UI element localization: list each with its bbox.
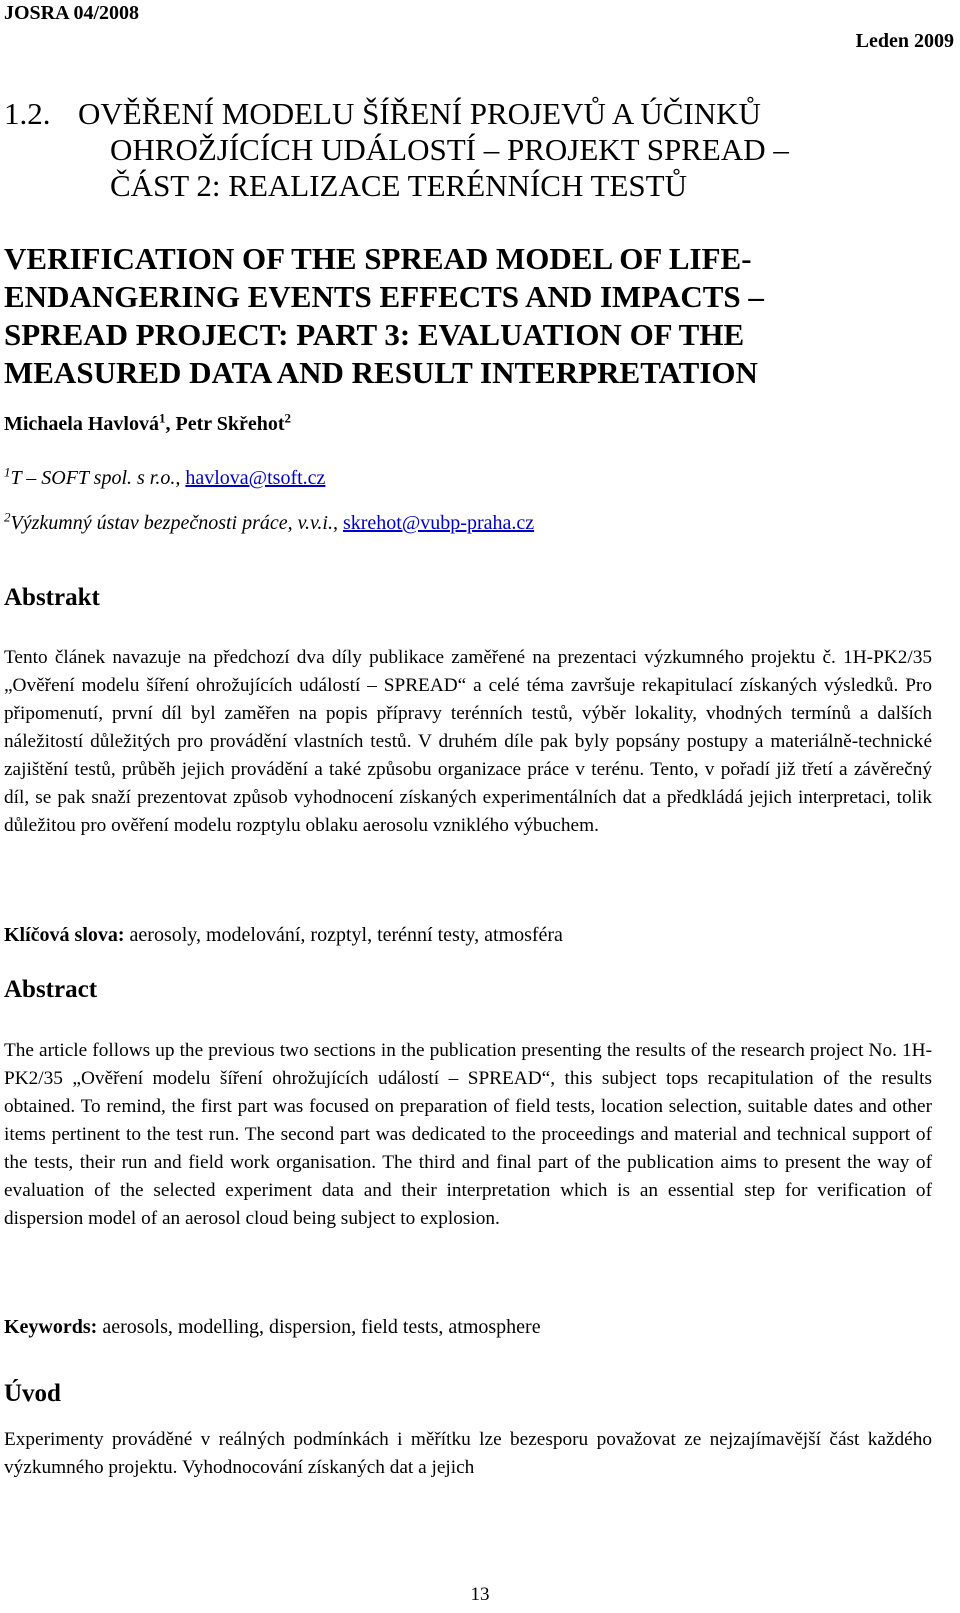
email-link[interactable]: skrehot@vubp-praha.cz (342, 512, 535, 534)
affiliation-marker: 1 (4, 464, 11, 480)
title-en-line-4: MEASURED DATA AND RESULT INTERPRETATION (4, 355, 758, 390)
author-separator: , (165, 413, 176, 435)
affiliation-2 (4, 509, 535, 535)
keywords-label: Klíčová slova: (4, 924, 125, 946)
affiliation-text: Výzkumný ústav bezpečnosti práce, v.v.i., (10, 512, 343, 534)
affiliation-marker: 2 (284, 410, 292, 426)
keywords-cz (4, 924, 563, 947)
affiliation-text: T – SOFT spol. s r.o., (10, 467, 186, 489)
abstract-heading: Abstract (4, 976, 98, 1003)
title-cz-line-3: ČÁST 2: REALIZACE TERÉNNÍCH TESTŮ (110, 168, 687, 203)
journal-header: JOSRA 04/2008 (4, 2, 140, 24)
affiliation-marker: 1 (158, 410, 166, 426)
keywords-list: aerosols, modelling, dispersion, field tests, atmosphere (97, 1316, 541, 1338)
affiliation-marker: 2 (4, 509, 11, 525)
keywords-list: aerosoly, modelování, rozptyl, terénní testy, atmosféra (124, 924, 563, 946)
section-number: 1.2. (4, 96, 51, 131)
title-en-line-3: SPREAD PROJECT: PART 3: EVALUATION OF THE (4, 317, 745, 352)
author-name: Petr Skřehot (175, 413, 285, 435)
keywords-label: Keywords: (4, 1316, 98, 1338)
abstract-text: The article follows up the previous two sections in the publication presenting the results of the research project No. 1H-PK2/35 „Ověření modelu šíření ohrožujících událostí – SPREAD“, this subject tops recapitulation of the results obtained. To remind, the first part was focused on preparation of field tests, location selection, suitable dates and other items pertinent to the test run. The second part was dedicated to the proceedings and material and technical support of the tests, their run and field work organisation. The third and final part of the publication aims to present the way of evaluation of the selected experiment data and their interpretation which is an essential step for verification of dispersion model of an aerosol cloud being subject to explosion. (4, 1040, 932, 1229)
title-czech (4, 96, 934, 204)
authors (4, 410, 292, 436)
title-english (4, 240, 934, 392)
title-en-line-1: VERIFICATION OF THE SPREAD MODEL OF LIFE- (4, 241, 752, 276)
email-link[interactable]: havlova@tsoft.cz (185, 467, 326, 489)
page-number: 13 (470, 1584, 490, 1605)
keywords-en (4, 1316, 541, 1339)
abstrakt-heading: Abstrakt (4, 584, 100, 611)
abstrakt-text: Tento článek navazuje na předchozí dva díly publikace zaměřené na prezentaci výzkumného projektu č. 1H-PK2/35 „Ověření modelu šíření ohrožujících událostí – SPREAD“ a celé téma završuje rekapitulací získaných výsledků. Pro připomenutí, první díl byl zaměřen na popis přípravy terénních testů, výběr lokality, vhodných termínů a dalších náležitostí důležitých pro provádění vlastních testů. V druhém díle pak byly popsány postupy a materiálně-technické zajištění testů, průběh jejich provádění a také způsobu organizace práce v terénu. Tento, v pořadí již třetí a závěrečný díl, se pak snaží prezentovat způsob vyhodnocení získaných experimentálních dat a předkládá jejich interpretaci, tolik důležitou pro ověření modelu rozptylu oblaku aerosolu vzniklého výbuchem. (4, 647, 932, 836)
title-cz-line-2: OHROŽJÍCÍCH UDÁLOSTÍ – PROJEKT SPREAD – (110, 132, 789, 167)
affiliation-1 (4, 464, 326, 490)
uvod-heading: Úvod (4, 1380, 61, 1407)
author-name: Michaela Havlová (4, 413, 159, 435)
title-en-line-2: ENDANGERING EVENTS EFFECTS AND IMPACTS – (4, 279, 764, 314)
uvod-text: Experimenty prováděné v reálných podmínkách i měřítku lze bezesporu považovat ze nejzajímavější část každého výzkumného projektu. Vyhodnocování získaných dat a jejich (4, 1429, 932, 1478)
issue-date: Leden 2009 (855, 30, 954, 52)
title-cz-line-1: OVĚŘENÍ MODELU ŠÍŘENÍ PROJEVŮ A ÚČINKŮ (78, 96, 761, 131)
